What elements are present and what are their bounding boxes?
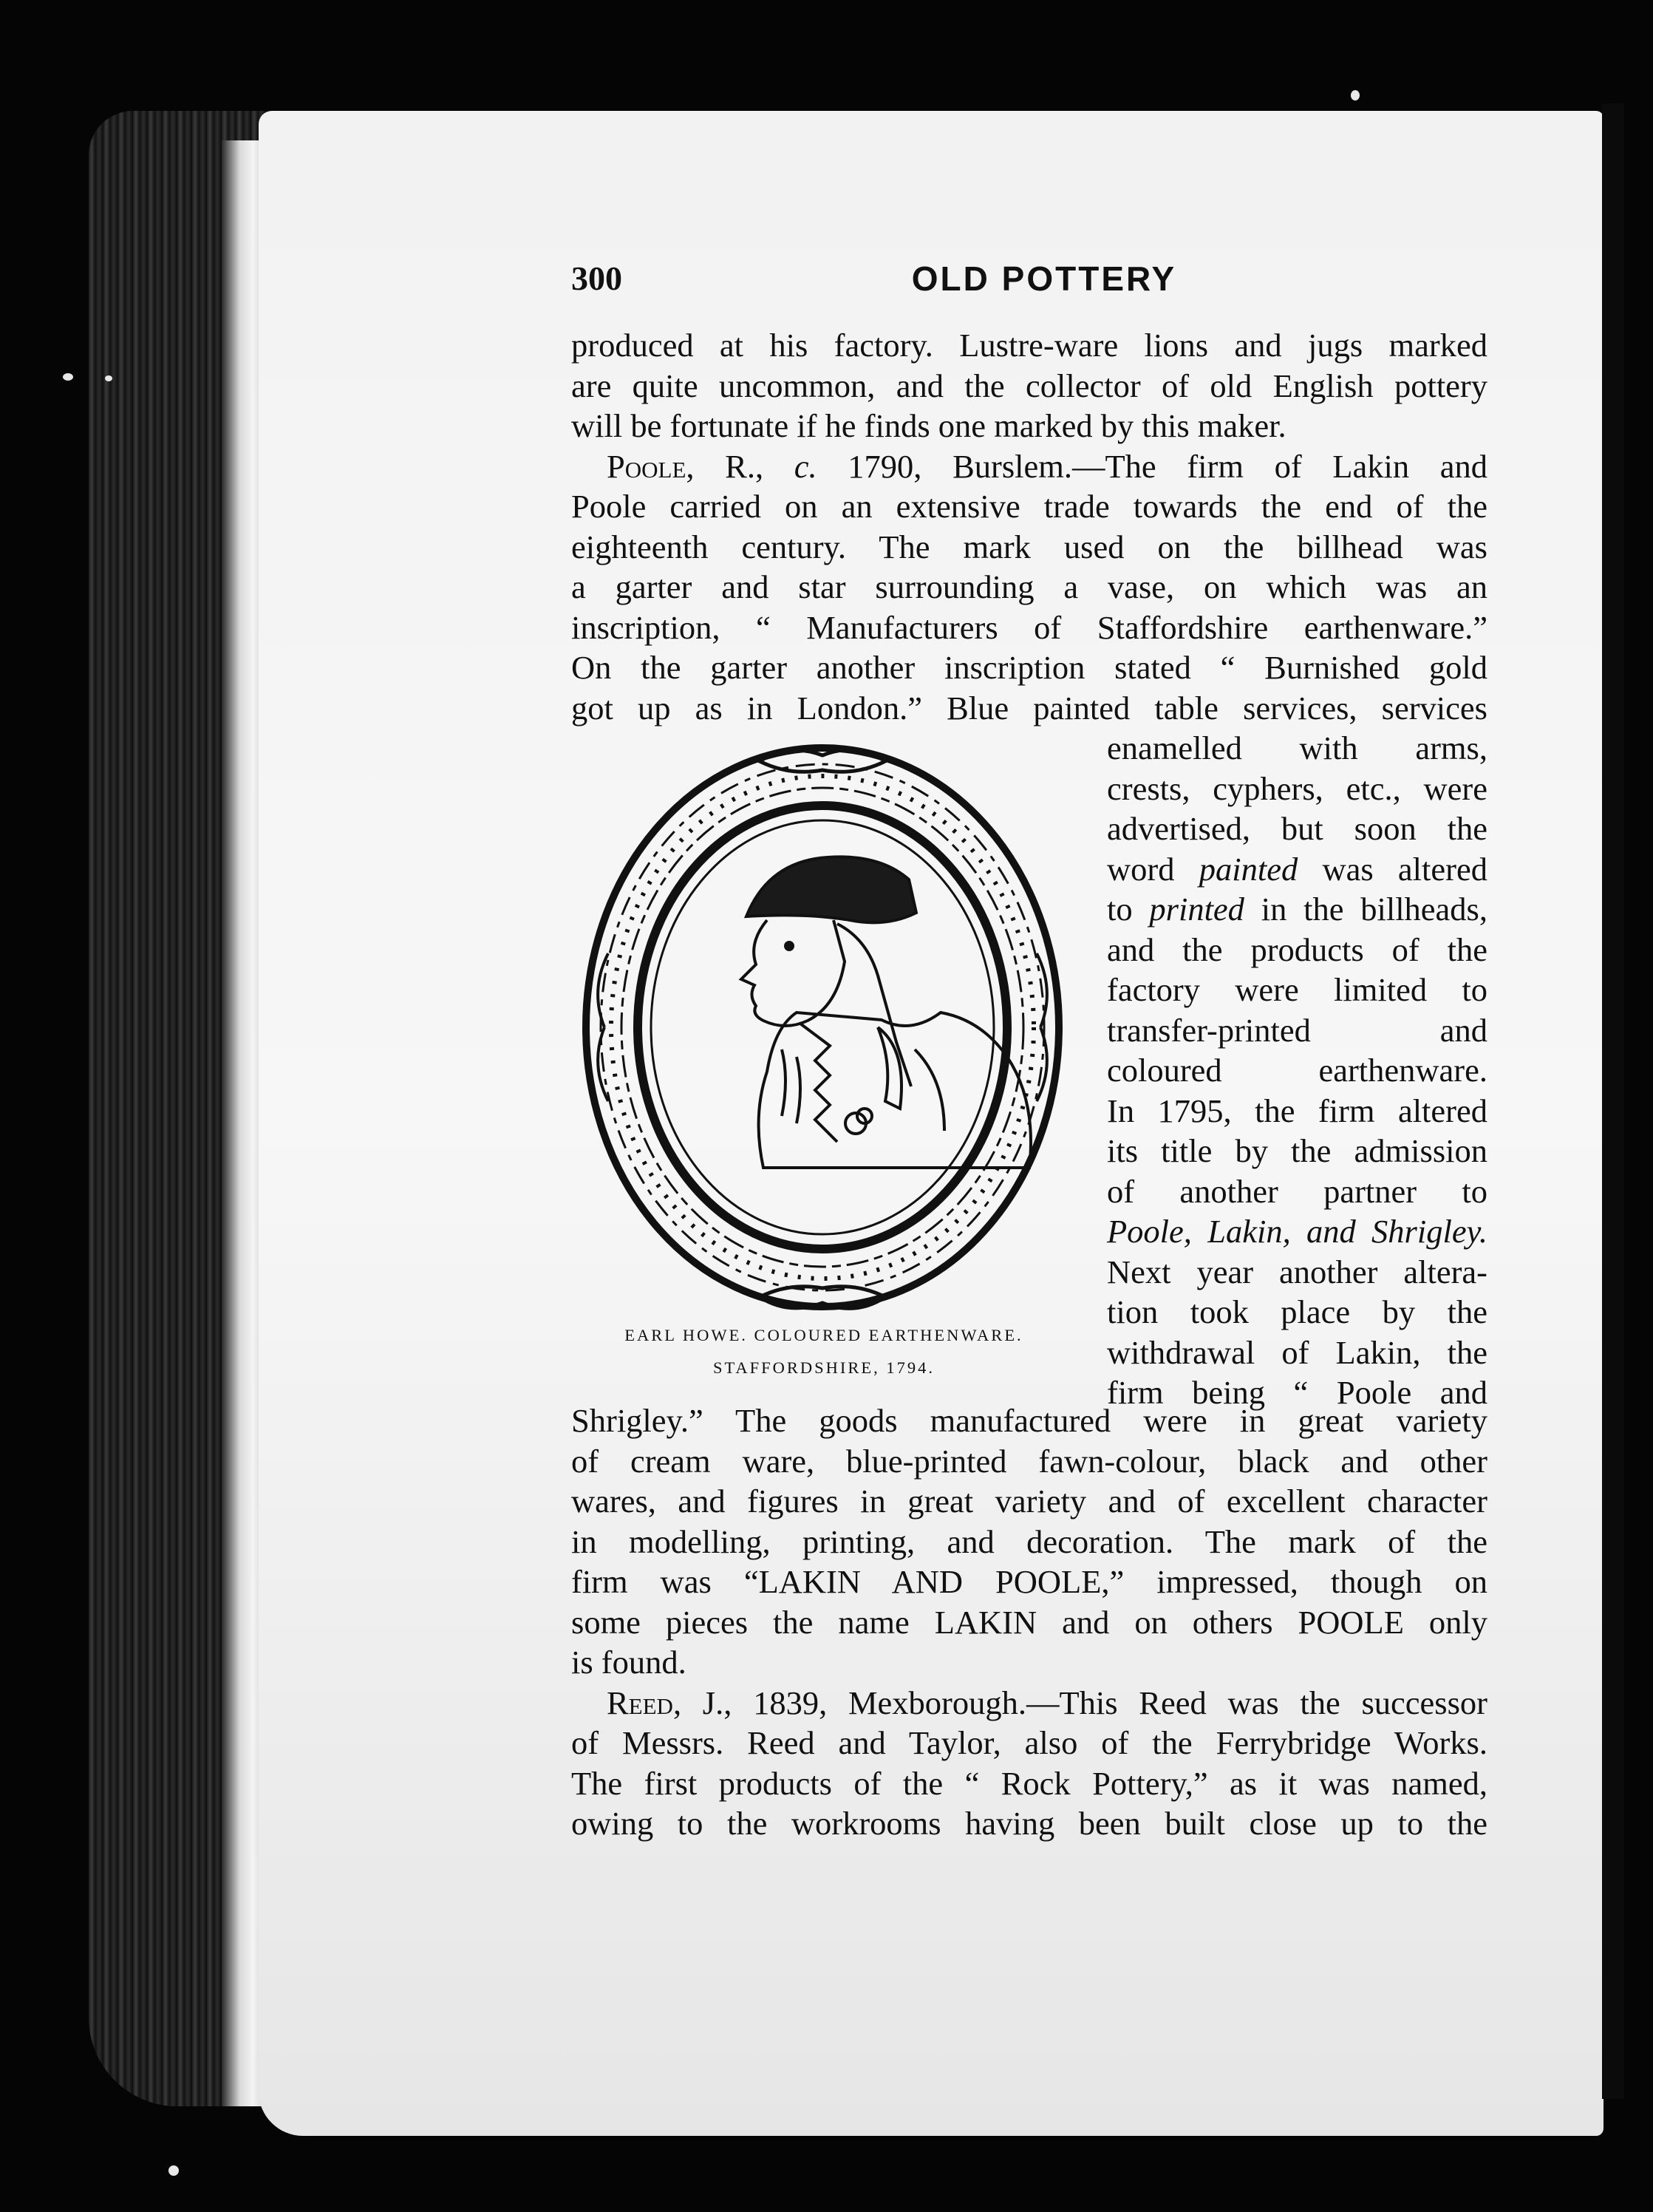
text-line: firm was “LAKIN AND POOLE,” impressed, though on [571, 1563, 1487, 1600]
text-line: word painted was altered [1107, 850, 1487, 888]
text-line: a garter and star surrounding a vase, on which was an [571, 568, 1487, 605]
running-head: OLD POTTERY [911, 259, 1177, 298]
page-number: 300 [571, 259, 622, 297]
text-line: its title by the admission [1107, 1132, 1487, 1169]
text-line: enamelled with arms, [1107, 729, 1487, 766]
dust-speck [1351, 90, 1360, 101]
text-line: In 1795, the firm altered [1107, 1092, 1487, 1129]
figure-caption [573, 1319, 1075, 1384]
text-line: The first products of the “ Rock Pottery,” as it was named, [571, 1764, 1487, 1802]
caption-line: STAFFORDSHIRE, 1794. [712, 1358, 935, 1377]
text-line: to printed in the billheads, [1107, 891, 1487, 928]
text-line: are quite uncommon, and the collector of old English pottery [571, 367, 1487, 404]
text-line: coloured earthenware. [1107, 1052, 1487, 1089]
entry-name: Poole [607, 447, 686, 485]
portrait-medallion-illustration [575, 739, 1070, 1323]
text-line: crests, cyphers, etc., were [1107, 769, 1487, 807]
text-block-bottom [571, 1401, 1487, 1844]
text-line: owing to the workrooms having been built close up to the [571, 1805, 1487, 1842]
entry-heading-reed: Reed, J., 1839, Mexborough.—This Reed was the successor [607, 1684, 1487, 1721]
page-header [571, 259, 1487, 303]
text-line: and the products of the [1107, 930, 1487, 968]
text-line: of another partner to [1107, 1172, 1487, 1210]
text-block-top [571, 325, 1487, 728]
entry-name: Reed [607, 1684, 673, 1721]
text-line: inscription, “ Manufacturers of Staffordshire earthenware.” [571, 608, 1487, 646]
text-line: Shrigley.” The goods manufactured were in great variety [571, 1402, 1487, 1439]
text-line: of cream ware, blue-printed fawn-colour, black and other [571, 1442, 1487, 1480]
text-line: wares, and figures in great variety and of excellent character [571, 1483, 1487, 1520]
dust-speck [63, 373, 73, 381]
text-line: transfer-printed and [1107, 1011, 1487, 1049]
text-line: Next year another altera- [1107, 1253, 1487, 1290]
text-line: got up as in London.” Blue painted table services, services [571, 689, 1487, 726]
text-line: On the garter another inscription stated “ Burnished gold [571, 649, 1487, 686]
page-shadow [1602, 103, 1624, 2099]
text-line: is found. [571, 1644, 686, 1681]
text-line: produced at his factory. Lustre-ware lions and jugs marked [571, 327, 1487, 364]
text-line: in modelling, printing, and decoration. The mark of the [571, 1522, 1487, 1560]
text-line: withdrawal of Lakin, the [1107, 1333, 1487, 1371]
text-line: advertised, but soon the [1107, 810, 1487, 847]
dust-speck [168, 2165, 179, 2176]
dust-speck [105, 375, 112, 381]
text-line: Poole carried on an extensive trade towards the end of the [571, 488, 1487, 525]
text-line: eighteenth century. The mark used on the billhead was [571, 528, 1487, 565]
text-line: will be fortunate if he finds one marked by this maker. [571, 407, 1286, 444]
text-line: of Messrs. Reed and Taylor, also of the Ferrybridge Works. [571, 1724, 1487, 1761]
text-block-side [1107, 728, 1487, 1413]
earl-howe-medallion [575, 739, 1070, 1323]
text-line: firm being “ Poole and [1107, 1374, 1487, 1411]
text-line: some pieces the name LAKIN and on others POOLE only [571, 1603, 1487, 1641]
text-line: factory were limited to [1107, 971, 1487, 1008]
text-line: tion took place by the [1107, 1293, 1487, 1330]
entry-heading-poole: Poole, R., c. 1790, Burslem.—The firm of Lakin and [607, 447, 1487, 485]
caption-line: EARL HOWE. COLOURED EARTHENWARE. [624, 1326, 1023, 1344]
text-line: Poole, Lakin, and Shrigley. [1107, 1213, 1487, 1250]
